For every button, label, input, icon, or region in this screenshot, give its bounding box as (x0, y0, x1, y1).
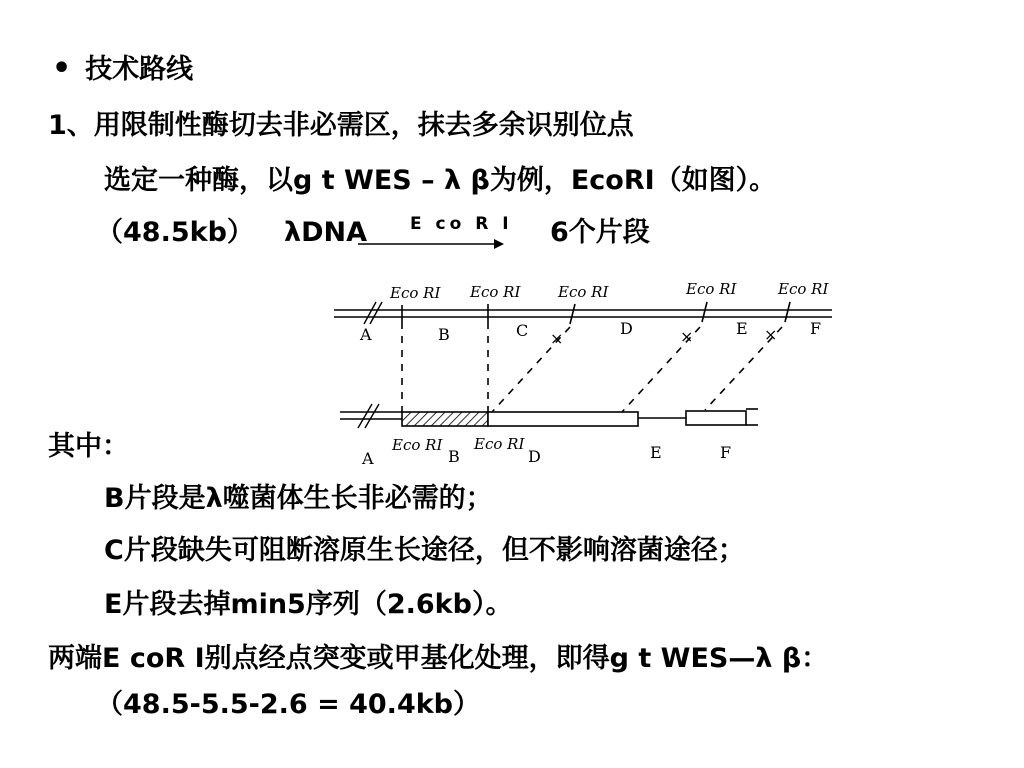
bottom-fragment-e: E (650, 443, 662, 462)
digest-arrow (356, 236, 506, 252)
calculation-text: （48.5-5.5-2.6 = 40.4kb） (96, 689, 481, 720)
bottom-fragment-b: B (448, 447, 460, 466)
among-label: 其中： (48, 431, 129, 462)
site-label-5: Eco RI (778, 280, 829, 298)
top-fragment-e: E (736, 319, 748, 338)
top-fragment-b: B (438, 325, 450, 344)
deletion-mark-c: × (550, 329, 564, 348)
slide-heading: 技术路线 (85, 54, 194, 85)
bullet-icon: • (52, 51, 72, 86)
digest-enzyme-label: E co R I (410, 214, 513, 234)
alignment-dashes (402, 322, 782, 412)
digest-size: （48.5kb） (96, 217, 254, 248)
site-label-4: Eco RI (686, 280, 737, 298)
top-fragment-c: C (516, 321, 529, 340)
step1-text: 1、用限制性酶切去非必需区，抹去多余识别位点 (48, 110, 634, 141)
site-label-2: Eco RI (470, 283, 521, 301)
top-fragment-a: A (360, 325, 372, 344)
restriction-map-diagram (330, 272, 840, 472)
digest-result: 6个片段 (550, 217, 650, 248)
deletion-mark-d: × (680, 327, 694, 346)
site-label-3: Eco RI (558, 283, 609, 301)
bottom-fragment-d: D (528, 447, 541, 466)
point-c: C片段缺失可阻断溶原生长途径，但不影响溶菌途径； (104, 535, 745, 566)
step1-detail: 选定一种酶，以g t WES – λ β为例，EcoRI（如图）。 (104, 165, 777, 196)
bottom-site-label-2: Eco RI (474, 435, 525, 453)
point-e: E片段去掉min5序列（2.6kb）。 (104, 589, 513, 620)
bottom-fragment-a: A (362, 449, 374, 468)
site-label-1: Eco RI (390, 284, 441, 302)
top-fragment-d: D (620, 319, 633, 338)
cut-site-ticks (402, 302, 790, 324)
top-dna-strand (334, 302, 832, 324)
bottom-fragment-f: F (720, 443, 732, 462)
bottom-site-label-1: Eco RI (392, 436, 443, 454)
conclusion-text: 两端E coR I别点经点突变或甲基化处理，即得g t WES—λ β： (48, 643, 829, 674)
digest-substrate: λDNA (284, 217, 367, 248)
deletion-mark-e: × (764, 325, 778, 344)
point-b: B片段是λ噬菌体生长非必需的； (104, 483, 493, 514)
top-fragment-f: F (810, 319, 822, 338)
heading-line (52, 52, 193, 87)
